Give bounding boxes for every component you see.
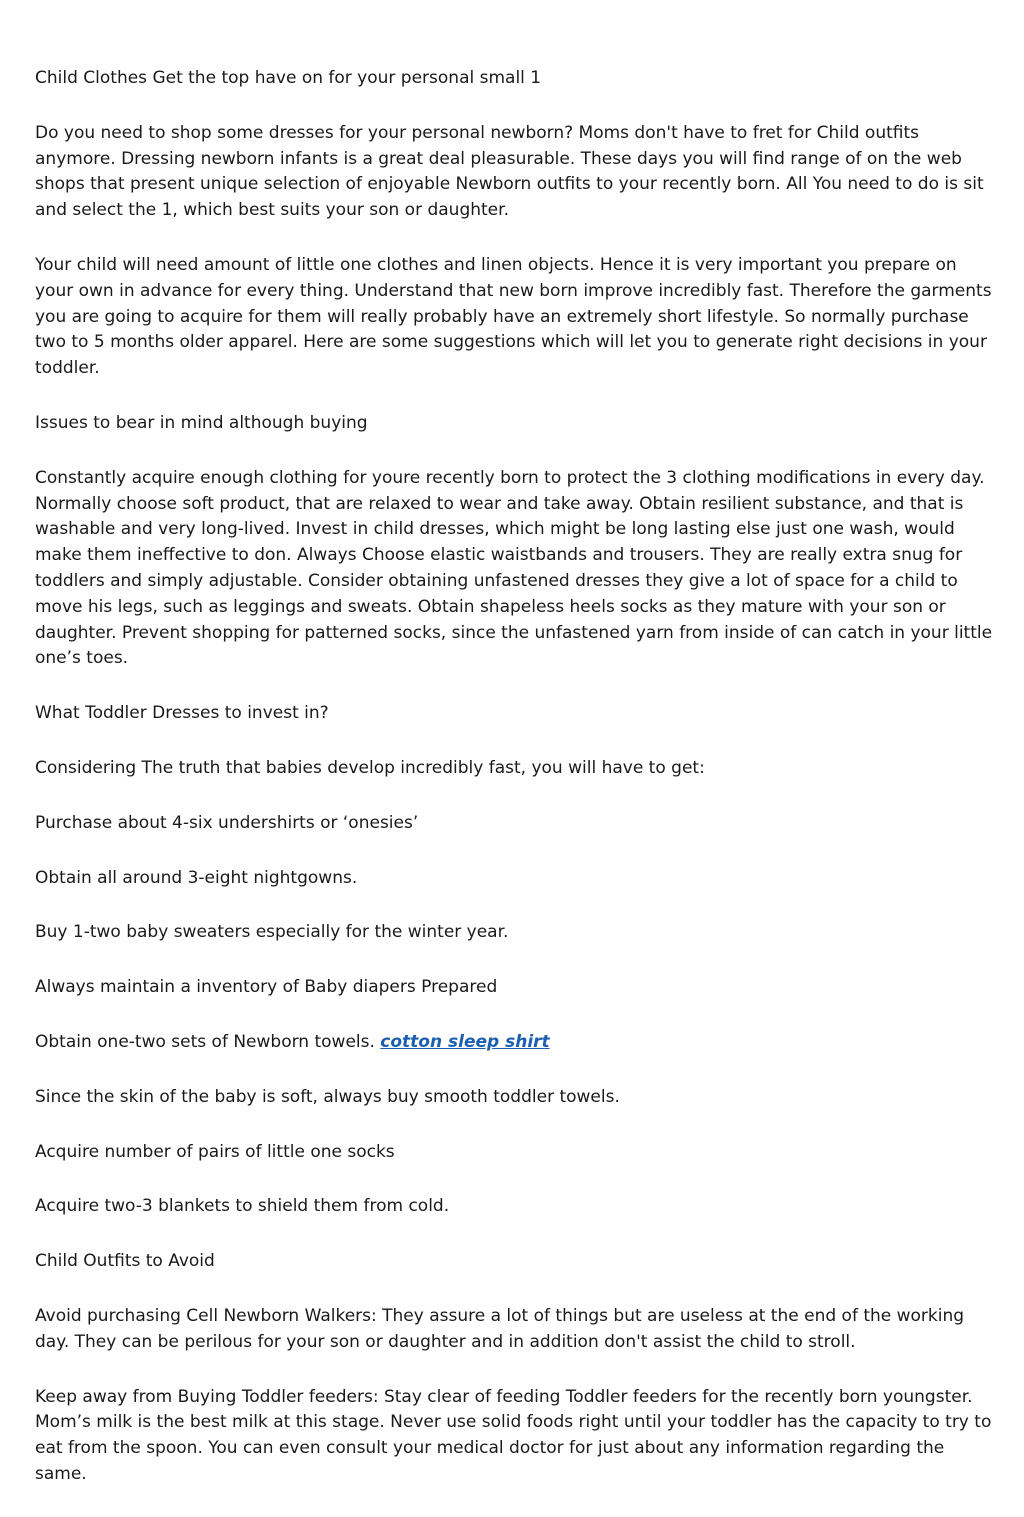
list-item-text: Obtain one-two sets of Newborn towels. bbox=[35, 1031, 375, 1052]
list-item-with-link bbox=[35, 1030, 1000, 1056]
issues-paragraph: Constantly acquire enough clothing for youre recently born to protect the 3 clothing modifications in every day. Normally choose soft product, that are relaxed to wear and take away. Obtain resilient substance, and that is washable and very long-lived. Invest in child dresses, which might be long lasting else just one wash, would make them ineffective to don. Always Choose elastic waistbands and trousers. They are really extra snug for toddlers and simply adjustable. Consider obtaining unfastened dresses they give a lot of space for a child to move his legs, such as leggings and sweats. Obtain shapeless heels socks as they mature with your son or daughter. Prevent shopping for patterned socks, since the unfastened yarn from inside of can catch in your little one’s toes. bbox=[35, 467, 993, 669]
intro-paragraph: Do you need to shop some dresses for your personal newborn? Moms don't have to fret for Child outfits anymore. Dressing newborn infants is a great deal pleasurable. These days you will find range of on the web shops that present unique selection of enjoyable Newborn outfits to your recently born. All You need to do is sit and select the 1, which best suits your son or daughter. bbox=[35, 122, 984, 221]
heading-issues: Issues to bear in mind although buying bbox=[35, 412, 368, 433]
list-item: Obtain all around 3-eight nightgowns. bbox=[35, 867, 358, 888]
document-body bbox=[35, 66, 1000, 1517]
considering-line: Considering The truth that babies develop incredibly fast, you will have to get: bbox=[35, 757, 705, 778]
heading-what-to-buy: What Toddler Dresses to invest in? bbox=[35, 703, 329, 724]
list-item: Acquire number of pairs of little one socks bbox=[35, 1141, 395, 1162]
avoid-paragraph-walkers: Avoid purchasing Cell Newborn Walkers: They assure a lot of things but are useless at the end of the working day. They can be perilous for your son or daughter and in addition don't assist the child to stroll. bbox=[35, 1305, 965, 1352]
avoid-paragraph-feeders: Keep away from Buying Toddler feeders: Stay clear of feeding Toddler feeders for the recently born youngster. Mom’s milk is the best milk at this stage. Never use solid foods right until your toddler has the capacity to try to eat from the spoon. You can even consult your medical doctor for just about any information regarding the same. bbox=[35, 1386, 992, 1484]
list-item: Since the skin of the baby is soft, always buy smooth toddler towels. bbox=[35, 1086, 620, 1107]
cotton-sleep-shirt-link[interactable]: cotton sleep shirt bbox=[380, 1031, 550, 1052]
list-item: Buy 1-two baby sweaters especially for the winter year. bbox=[35, 922, 509, 943]
second-paragraph: Your child will need amount of little one clothes and linen objects. Hence it is very important you prepare on your own in advance for every thing. Understand that new born improve incredibly fast. Therefore the garments you are going to acquire for them will really probably have an extremely short lifestyle. So normally purchase two to 5 months older apparel. Here are some suggestions which will let you to generate right decisions in your toddler. bbox=[35, 254, 992, 379]
list-item: Purchase about 4-six undershirts or ‘onesies’ bbox=[35, 812, 419, 833]
list-item: Acquire two-3 blankets to shield them from cold. bbox=[35, 1196, 450, 1217]
heading-avoid: Child Outfits to Avoid bbox=[35, 1251, 215, 1272]
list-item: Always maintain a inventory of Baby diapers Prepared bbox=[35, 977, 498, 998]
document-title: Child Clothes Get the top have on for your personal small 1 bbox=[35, 68, 542, 88]
